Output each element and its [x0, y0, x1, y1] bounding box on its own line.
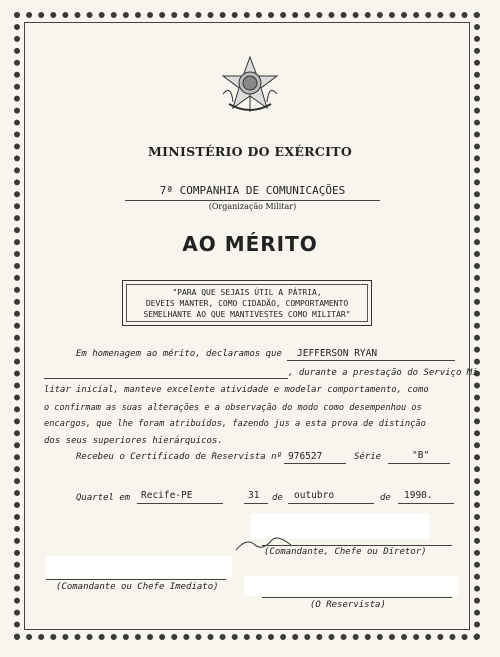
- redacted-area-2: [46, 556, 232, 578]
- ministry-heading: MINISTÉRIO DO EXÉRCITO: [147, 144, 353, 159]
- commander-caption: (Comandante, Chefe ou Diretor): [264, 547, 427, 557]
- day-underline: [244, 503, 268, 504]
- de-label-2: de: [380, 493, 391, 503]
- recipient-name: JEFFERSON RYAN: [297, 348, 378, 359]
- brazil-coat-of-arms-icon: [219, 54, 281, 116]
- body-prefix: Em homenagem ao mérito, declaramos que: [76, 349, 282, 359]
- place-label: Quartel em: [76, 493, 131, 503]
- series-value: "B": [412, 450, 430, 461]
- reservist-number: 976527: [288, 451, 323, 462]
- reservist-number-underline: [284, 463, 346, 464]
- body-line-2: , durante a prestação do Serviço Mi: [288, 368, 478, 378]
- de-label: de: [272, 493, 283, 503]
- quote-line: SEMELHANTE AO QUE MANTIVESTES COMO MILITAR": [143, 310, 351, 319]
- reservist-label: Recebeu o Certificado de Reservista nº: [76, 452, 282, 462]
- reservist-signature-line: [262, 597, 452, 598]
- city-underline: [137, 503, 223, 504]
- body-line-1: [76, 349, 282, 359]
- year-underline: [398, 503, 454, 504]
- month-underline: [288, 503, 374, 504]
- organization-name: 7ª COMPANHIA DE COMUNICAÇÕES: [159, 184, 346, 197]
- series-underline: [388, 463, 450, 464]
- quote-line: DEVEIS MANTER, COMO CIDADÃO, COMPORTAMENTO: [145, 299, 349, 308]
- commander-signature-line: [262, 545, 452, 546]
- month: outubro: [294, 490, 335, 501]
- day: 31: [248, 490, 260, 501]
- body-line-3: litar inicial, manteve excelente atividade e modelar comportamento, como: [44, 385, 429, 395]
- immediate-signature-line: [46, 579, 226, 580]
- immediate-caption: (Comandante ou Chefe Imediato): [56, 582, 219, 592]
- year: 1990.: [404, 490, 433, 501]
- reservist-caption: (O Reservista): [310, 600, 386, 610]
- body-line-6: dos seus superiores hierárquicos.: [44, 436, 223, 446]
- redacted-area-3: [244, 576, 458, 596]
- city: Recife-PE: [141, 490, 193, 501]
- body-line-5: encargos, que lhe foram atribuídos, fazendo jus a esta prova de distinção: [44, 419, 426, 429]
- body-line-4: o confirmam as suas alterações e a observação do modo como desempenhou os: [44, 403, 422, 413]
- organization-caption: (Organização Militar): [208, 202, 297, 211]
- recipient-underline: [287, 360, 455, 361]
- series-label: Série: [354, 452, 382, 462]
- quote-line: "PARA QUE SEJAIS ÚTIL A PÁTRIA,: [172, 288, 322, 297]
- certificate-title: AO MÉRITO: [182, 232, 318, 256]
- recipient-continuation-underline: [44, 378, 288, 379]
- quote-text: [126, 287, 368, 320]
